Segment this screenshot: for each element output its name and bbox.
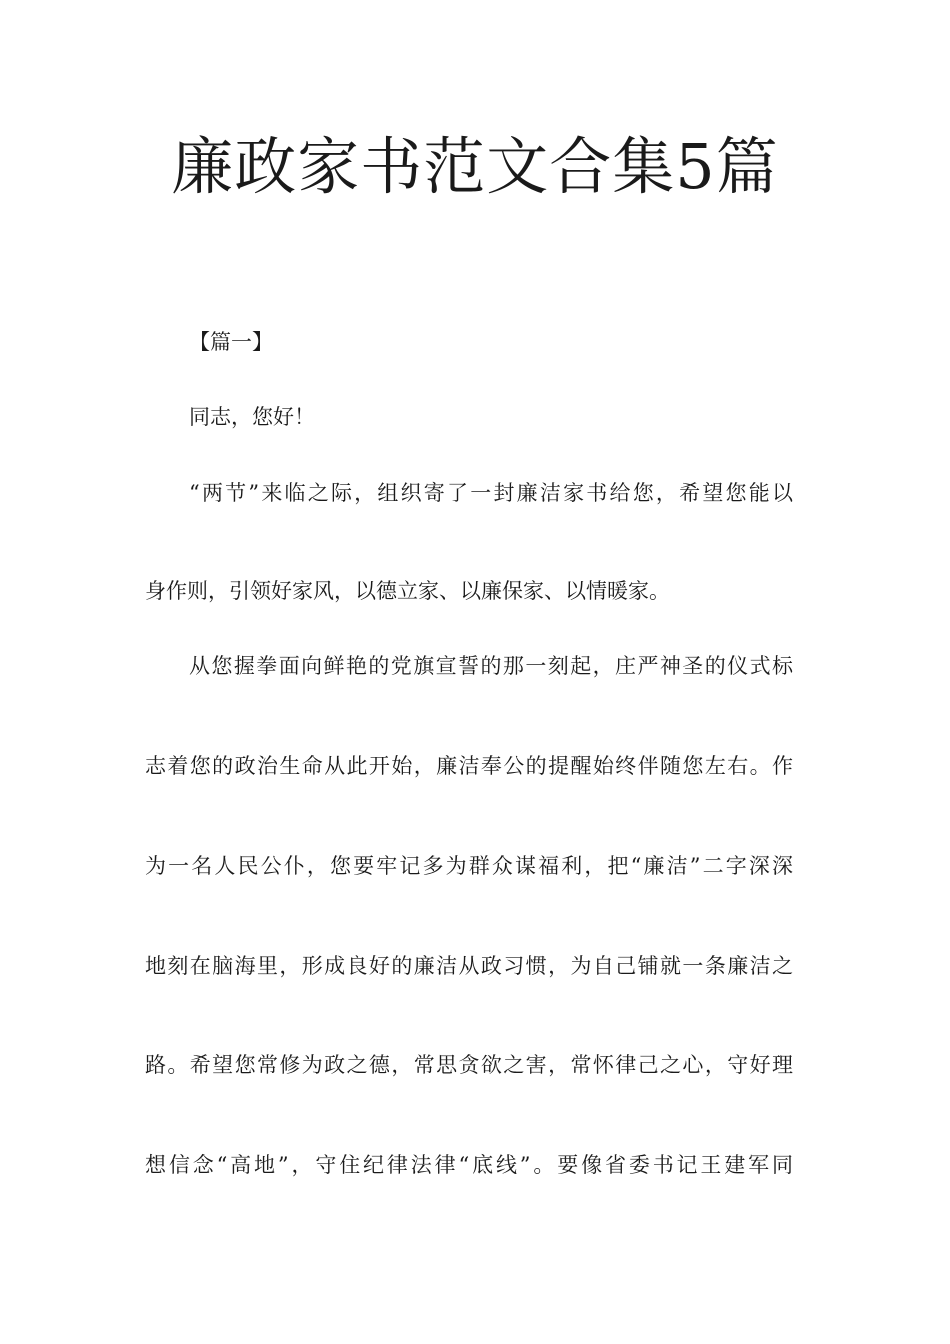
body-line-8: 想信念“高地”，守住纪律法律“底线”。要像省委书记王建军同 (145, 1153, 793, 1177)
body-line-5: 为一名人民公仆，您要牢记多为群众谋福利，把“廉洁”二字深深 (145, 854, 793, 878)
body-line-2: 身作则，引领好家风，以德立家、以廉保家、以情暖家。 (145, 579, 670, 603)
salutation: 同志，您好！ (189, 405, 315, 429)
body-line-1: “两节”来临之际，组织寄了一封廉洁家书给您，希望您能以 (189, 481, 793, 505)
body-line-6: 地刻在脑海里，形成良好的廉洁从政习惯，为自己铺就一条廉洁之 (145, 954, 793, 978)
document-title: 廉政家书范文合集5篇 (171, 130, 779, 203)
body-line-7: 路。希望您常修为政之德，常思贪欲之害，常怀律己之心，守好理 (145, 1053, 793, 1077)
body-line-4: 志着您的政治生命从此开始，廉洁奉公的提醒始终伴随您左右。作 (145, 754, 793, 778)
body-line-3: 从您握拳面向鲜艳的党旗宣誓的那一刻起，庄严神圣的仪式标 (189, 654, 793, 678)
section-heading: 【篇一】 (189, 330, 273, 354)
